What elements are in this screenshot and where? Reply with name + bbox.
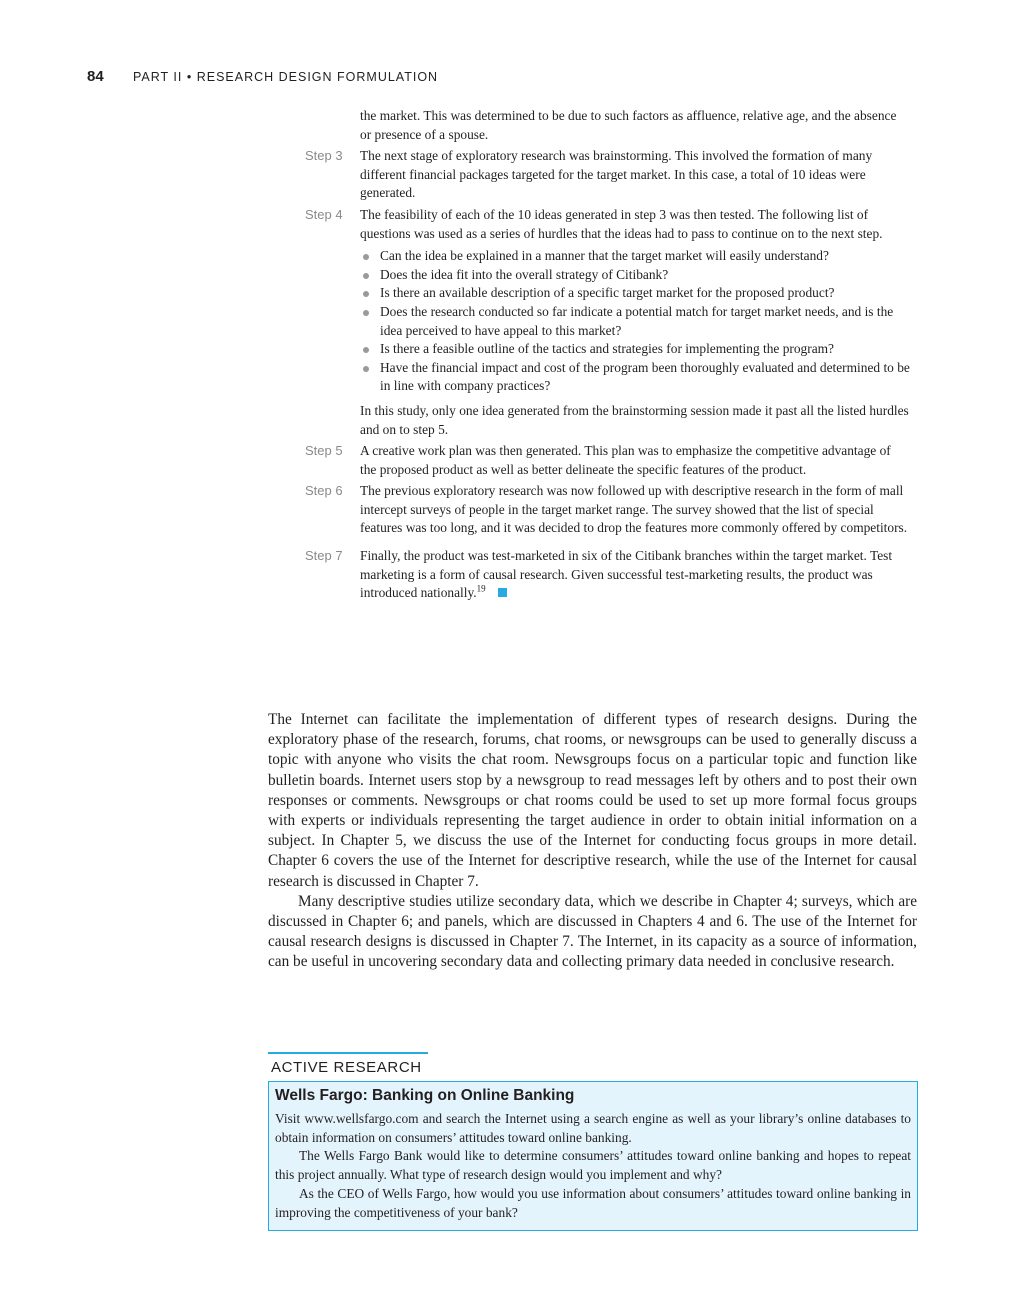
step-5-label: Step 5 <box>305 443 343 459</box>
list-item: Is there a feasible outline of the tactics and strategies for implementing the program? <box>360 340 910 359</box>
step-intro <box>300 107 910 144</box>
step-7 <box>300 547 910 603</box>
active-research-box <box>268 1081 918 1231</box>
main-body-text <box>268 710 917 973</box>
end-of-example-marker-icon <box>498 588 507 597</box>
list-item: Can the idea be explained in a manner that the target market will easily understand? <box>360 247 910 266</box>
list-item: Have the financial impact and cost of the program been thoroughly evaluated and determined to be in line with company practices? <box>360 359 910 396</box>
step-3 <box>300 147 910 203</box>
running-head: PART II • RESEARCH DESIGN FORMULATION <box>133 70 439 84</box>
step-7-text: Finally, the product was test-marketed in six of the Citibank branches within the target market. Test marketing is a form of causal research. Given successful test-marketing results, the product was introduced nationally. <box>360 548 893 601</box>
list-item: Does the research conducted so far indicate a potential match for target market needs, and is the idea perceived to have appeal to this market? <box>360 303 910 340</box>
list-item: Is there an available description of a specific target market for the proposed product? <box>360 284 910 303</box>
footnote-marker: 19 <box>476 583 486 594</box>
step-4 <box>300 206 910 243</box>
active-research-title: Wells Fargo: Banking on Online Banking <box>275 1087 575 1104</box>
active-research-paragraph-1: Visit www.wellsfargo.com and search the Internet using a search engine as well as your library’s online databases to obtain information on consumers’ attitudes toward online banking. <box>275 1110 911 1145</box>
step-5 <box>300 442 910 479</box>
active-research-paragraph-2: The Wells Fargo Bank would like to determine consumers’ attitudes toward online banking and hopes to repeat this project annually. What type of research design would you implement and why? <box>275 1148 911 1183</box>
page-header <box>87 68 438 85</box>
hurdle-questions-list <box>360 247 910 396</box>
body-paragraph-1: The Internet can facilitate the implementation of different types of research designs. During the exploratory phase of the research, forums, chat rooms, or newsgroups can be used to generally discuss a topic with anyone who visits the chat room. Newsgroups focus on a particular topic and function like bulletin boards. Internet users stop by a newsgroup to read messages left by others and to post their own responses or comments. Newsgroups or chat rooms could be used to set up more formal focus groups with experts or individuals representing the target audience in order to obtain initial information on a subject. In Chapter 5, we discuss the use of the Internet for conducting focus groups in more detail. Chapter 6 covers the use of the Internet for descriptive research, while the use of the Internet for causal research is discussed in Chapter 7. <box>268 711 917 890</box>
step-6-text: The previous exploratory research was now followed up with descriptive research in the form of mall intercept surveys of people in the target market range. The survey showed that the list of special features was too long, and it was decided to drop the features more commonly offered by competitors. <box>360 483 908 536</box>
step-6 <box>300 482 910 538</box>
step-3-label: Step 3 <box>305 148 343 164</box>
active-research-rule <box>268 1052 428 1054</box>
active-research-paragraph-3: As the CEO of Wells Fargo, how would you use information about consumers’ attitudes toward online banking in improving the competitiveness of your bank? <box>275 1185 911 1220</box>
step-3-text: The next stage of exploratory research was brainstorming. This involved the formation of many different financial packages targeted for the target market. In this case, a total of 10 ideas were generated. <box>360 148 873 201</box>
active-research-section <box>268 1052 918 1231</box>
body-paragraph-2: Many descriptive studies utilize secondary data, which we describe in Chapter 4; surveys, which are discussed in Chapter 6; and panels, which are discussed in Chapters 4 and 6. The use of the Internet for causal research designs is discussed in Chapter 7. The Internet, in its capacity as a source of information, can be useful in uncovering secondary data and collecting primary data needed in conclusive research. <box>268 892 917 971</box>
step-5-text: A creative work plan was then generated. This plan was to emphasize the competitive advantage of the proposed product as well as better delineate the specific features of the product. <box>360 443 891 477</box>
step-7-label: Step 7 <box>305 548 343 564</box>
step-4-text: The feasibility of each of the 10 ideas generated in step 3 was then tested. The following list of questions was used as a series of hurdles that the ideas had to pass to continue on to the next step. <box>360 206 883 241</box>
step-6-label: Step 6 <box>305 483 343 499</box>
list-item: Does the idea fit into the overall strategy of Citibank? <box>360 266 910 285</box>
page-number: 84 <box>87 68 104 85</box>
steps-section <box>300 107 910 606</box>
step-4-followup: In this study, only one idea generated from the brainstorming session made it past all the listed hurdles and on to step 5. <box>360 402 909 437</box>
active-research-heading: ACTIVE RESEARCH <box>271 1059 422 1076</box>
step-intro-text: the market. This was determined to be due to such factors as affluence, relative age, and the absence or presence of a spouse. <box>360 108 897 142</box>
step-4-label: Step 4 <box>305 206 343 222</box>
